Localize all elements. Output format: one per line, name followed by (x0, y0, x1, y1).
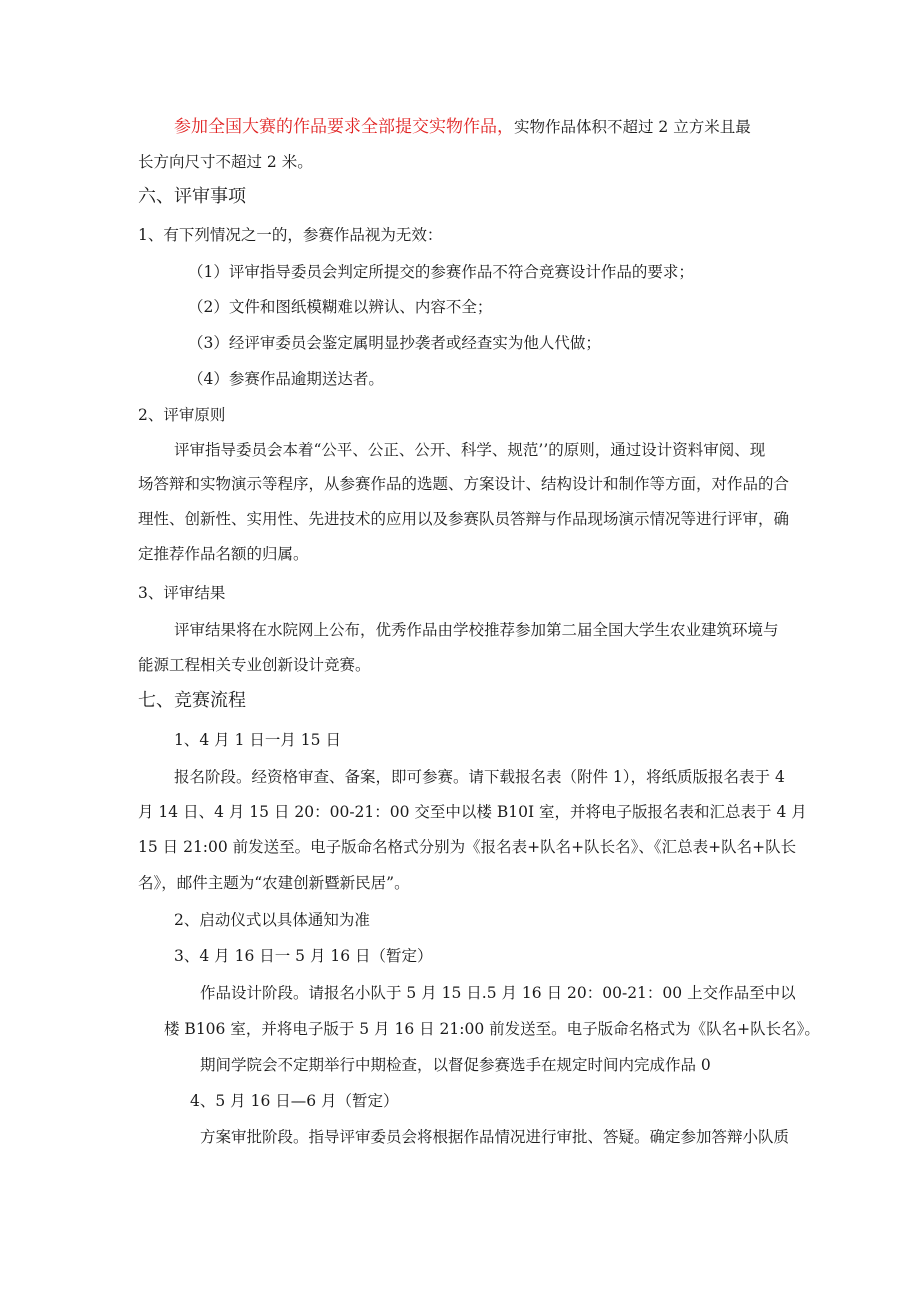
paragraph-line: 评审指导委员会本着“公平、公正、公开、科学、规范’’的原则，通过设计资料审阅、现 (174, 441, 766, 459)
sub-heading-6-3: 3、评审结果 (138, 584, 226, 602)
list-item: （2）文件和图纸模糊难以辨认、内容不全； (188, 298, 493, 316)
paragraph-line: 场答辩和实物演示等程序，从参赛作品的选题、方案设计、结构设计和制作等方面，对作品的合 (138, 475, 790, 493)
paragraph-line: 15 日 21:00 前发送至。电子版命名格式分别为《报名表+队名+队长名》、《汇总表+队名+队长 (138, 838, 797, 856)
paragraph-line: 作品设计阶段。请报名小队于 5 月 15 日.5 月 16 日 20：00-21：00 上交作品至中以 (200, 984, 796, 1002)
section-heading-7: 七、竞赛流程 (138, 690, 246, 711)
intro-highlight: 参加全国大赛的作品要求全部提交实物作品， (174, 117, 514, 137)
sub-heading-7-4: 4、5 月 16 日—6 月（暂定） (190, 1092, 399, 1110)
sub-heading-6-1: 1、有下列情况之一的，参赛作品视为无效： (138, 226, 443, 244)
sub-heading-7-1: 1、4 月 1 日一月 15 日 (174, 731, 341, 749)
paragraph-line: 楼 B106 室，并将电子版于 5 月 16 日 21:00 前发送至。电子版命名格式为《队名+队长名》。 (164, 1020, 820, 1038)
intro-line-1 (174, 116, 751, 138)
paragraph-line: 理性、创新性、实用性、先进技术的应用以及参赛队员答辩与作品现场演示情况等进行评审，确 (138, 510, 790, 528)
paragraph-line: 定推荐作品名额的归属。 (138, 545, 309, 563)
list-item: （3）经评审委员会鉴定属明显抄袭者或经查实为他人代做； (188, 334, 601, 352)
paragraph-line: 报名阶段。经资格审查、备案，即可参赛。请下载报名表（附件 1），将纸质版报名表于 4 (174, 768, 785, 786)
paragraph-line: 名》，邮件主题为“农建创新暨新民居”。 (138, 874, 410, 892)
paragraph-line: 能源工程相关专业创新设计竞赛。 (138, 656, 371, 674)
paragraph-line: 方案审批阶段。指导评审委员会将根据作品情况进行审批、答疑。确定参加答辩小队质 (200, 1128, 790, 1146)
list-item: （4）参赛作品逾期送达者。 (188, 370, 384, 388)
paragraph-line: 期间学院会不定期举行中期检查，以督促参赛选手在规定时间内完成作品 0 (200, 1056, 711, 1074)
sub-heading-7-2: 2、启动仪式以具体通知为准 (174, 911, 370, 929)
paragraph-line: 月 14 日、4 月 15 日 20：00-21：00 交至中以楼 B10I 室，并将电子版报名表和汇总表于 4 月 (138, 803, 807, 821)
section-heading-6: 六、评审事项 (138, 186, 246, 207)
paragraph-line: 评审结果将在水院网上公布，优秀作品由学校推荐参加第二届全国大学生农业建筑环境与 (174, 621, 779, 639)
sub-heading-7-3: 3、4 月 16 日一 5 月 16 日（暂定） (174, 947, 433, 965)
intro-rest: 实物作品体积不超过 2 立方米且最 (514, 118, 751, 136)
list-item: （1）评审指导委员会判定所提交的参赛作品不符合竞赛设计作品的要求； (188, 263, 694, 281)
sub-heading-6-2: 2、评审原则 (138, 406, 226, 424)
intro-line-2: 长方向尺寸不超过 2 米。 (138, 153, 313, 171)
